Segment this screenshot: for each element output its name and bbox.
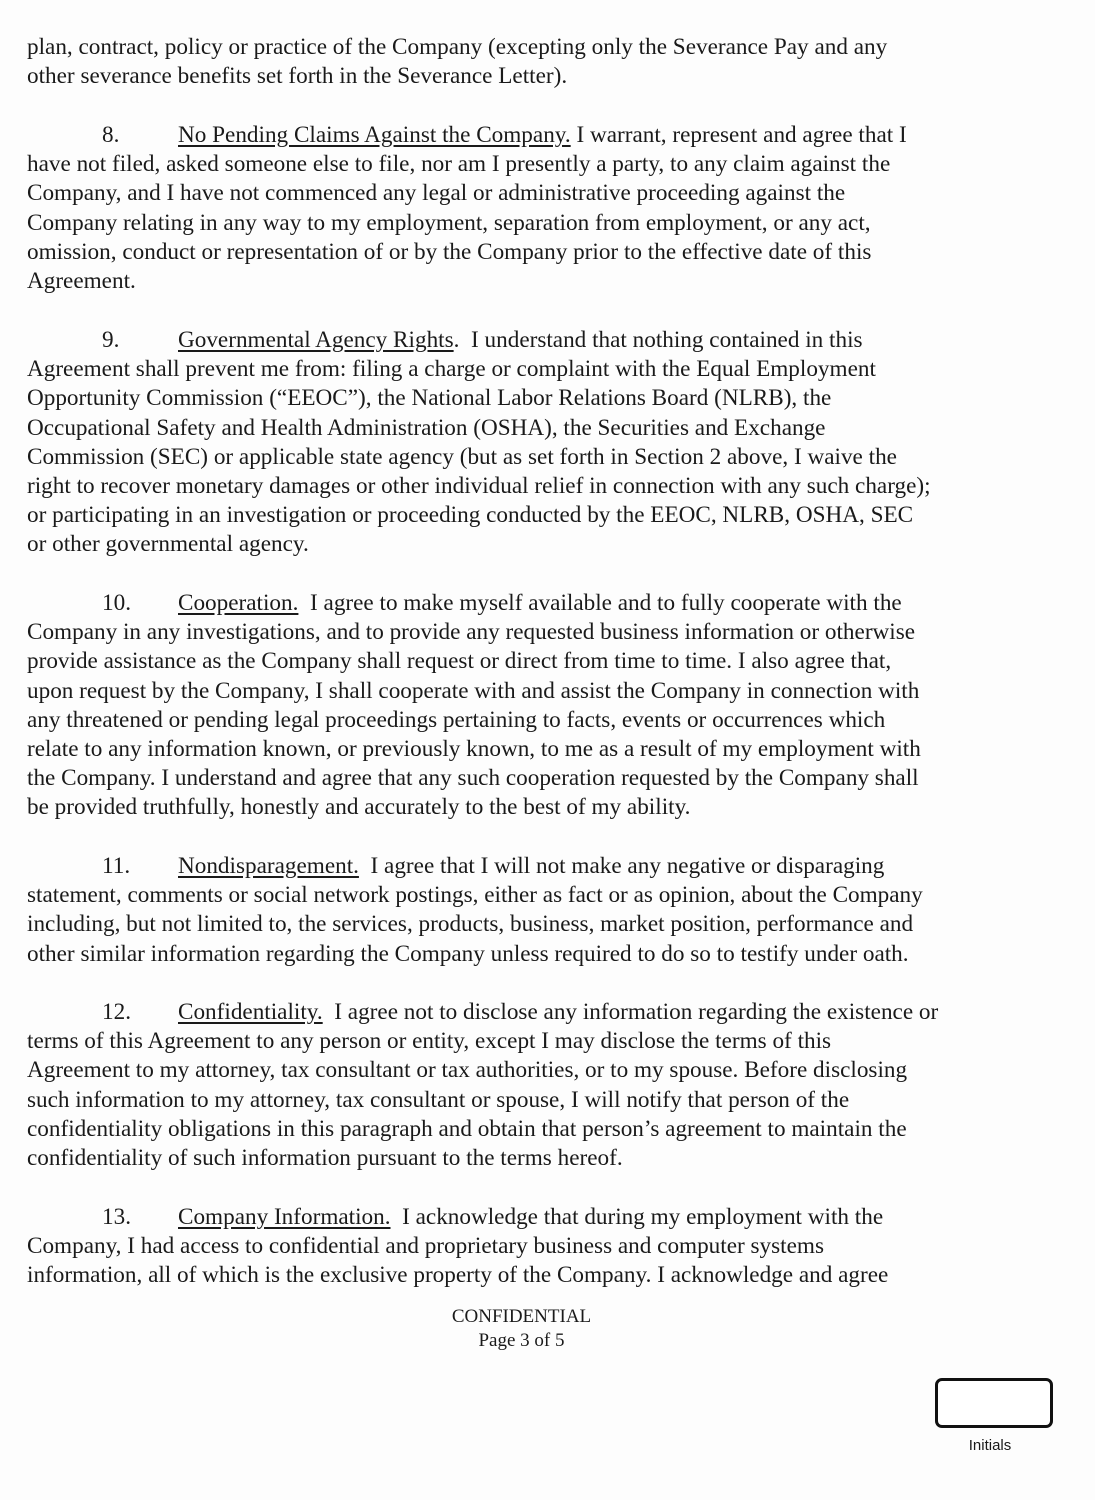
section-number: 10.: [102, 590, 131, 616]
section-line: or other governmental agency.: [27, 531, 309, 558]
section-heading: Confidentiality.: [178, 999, 323, 1025]
page-footer: [0, 1305, 1043, 1353]
section-line: right to recover monetary damages or other individual relief in connection with any such charge);: [27, 473, 931, 500]
section-first-line: I agree to make myself available and to fully cooperate with the: [298, 590, 902, 616]
section-line: Opportunity Commission (“EEOC”), the National Labor Relations Board (NLRB), the: [27, 385, 832, 412]
section-first-line: I warrant, represent and agree that I: [570, 122, 907, 148]
section-11: [27, 852, 1067, 969]
section-first-line: . I understand that nothing contained in this: [453, 327, 863, 353]
section-line: Agreement to my attorney, tax consultant or tax authorities, or to my spouse. Before disclosing: [27, 1057, 908, 1084]
section-line: upon request by the Company, I shall cooperate with and assist the Company in connection with: [27, 677, 920, 704]
section-heading: No Pending Claims Against the Company.: [178, 122, 571, 148]
section-9: [27, 326, 1067, 560]
section-line: including, but not limited to, the services, products, business, market position, performance and: [27, 911, 914, 938]
section-line: terms of this Agreement to any person or entity, except I may disclose the terms of this: [27, 1028, 832, 1055]
initials-label: Initials: [968, 1437, 1012, 1454]
page-number: Page 3 of 5: [478, 1330, 565, 1351]
section-heading: Cooperation.: [178, 590, 299, 616]
section-line: Agreement.: [27, 268, 136, 295]
section-line: other similar information regarding the Company unless required to do so to testify under oath.: [27, 940, 909, 967]
section-line: confidentiality obligations in this paragraph and obtain that person’s agreement to maintain the: [27, 1115, 907, 1142]
section-heading: Company Information.: [178, 1204, 391, 1230]
section-line: provide assistance as the Company shall request or direct from time to time. I also agree that,: [27, 648, 892, 675]
intro-paragraph: [27, 33, 1067, 91]
section-number: 11.: [102, 853, 131, 879]
section-line: relate to any information known, or previously known, to me as a result of my employment with: [27, 736, 921, 763]
section-line: confidentiality of such information pursuant to the terms hereof.: [27, 1145, 623, 1172]
section-heading: Governmental Agency Rights: [178, 327, 454, 353]
section-line: any threatened or pending legal proceedings pertaining to facts, events or occurrences which: [27, 706, 886, 733]
section-line: the Company. I understand and agree that any such cooperation requested by the Company shall: [27, 765, 919, 792]
section-line: such information to my attorney, tax consultant or spouse, I will notify that person of the: [27, 1086, 850, 1113]
section-number: 9.: [102, 327, 120, 353]
section-10: [27, 589, 1067, 823]
section-line: have not filed, asked someone else to file, nor am I presently a party, to any claim against the: [27, 151, 891, 178]
section-number: 12.: [102, 999, 131, 1025]
section-number: 8.: [102, 122, 120, 148]
section-line: omission, conduct or representation of or by the Company prior to the effective date of this: [27, 238, 872, 265]
intro-line: plan, contract, policy or practice of the Company (excepting only the Severance Pay and any: [27, 34, 888, 60]
intro-line: other severance benefits set forth in the Severance Letter).: [27, 63, 568, 90]
section-line: information, all of which is the exclusive property of the Company. I acknowledge and agree: [27, 1262, 889, 1289]
section-number: 13.: [102, 1204, 131, 1230]
section-line: Commission (SEC) or applicable state agency (but as set forth in Section 2 above, I waive the: [27, 443, 897, 470]
section-first-line: I agree not to disclose any information regarding the existence or: [322, 999, 939, 1025]
section-line: statement, comments or social network postings, either as fact or as opinion, about the Company: [27, 882, 923, 909]
initials-box[interactable]: [935, 1378, 1053, 1428]
section-line: Company, and I have not commenced any legal or administrative proceeding against the: [27, 180, 846, 207]
section-line: Company, I had access to confidential and proprietary business and computer systems: [27, 1233, 824, 1260]
section-line: Occupational Safety and Health Administration (OSHA), the Securities and Exchange: [27, 414, 826, 441]
section-line: be provided truthfully, honestly and accurately to the best of my ability.: [27, 794, 691, 821]
confidential-label: CONFIDENTIAL: [451, 1306, 592, 1327]
section-line: Agreement shall prevent me from: filing a charge or complaint with the Equal Employment: [27, 356, 876, 383]
section-13: [27, 1203, 1067, 1291]
section-line: or participating in an investigation or proceeding conducted by the EEOC, NLRB, OSHA, SEC: [27, 502, 914, 529]
section-8: [27, 121, 1067, 296]
section-first-line: I acknowledge that during my employment with the: [390, 1204, 884, 1230]
section-line: Company relating in any way to my employment, separation from employment, or any act,: [27, 209, 871, 236]
section-first-line: I agree that I will not make any negative or disparaging: [358, 853, 885, 879]
section-heading: Nondisparagement.: [178, 853, 359, 879]
section-12: [27, 998, 1067, 1173]
section-line: Company in any investigations, and to provide any requested business information or otherwise: [27, 619, 916, 646]
